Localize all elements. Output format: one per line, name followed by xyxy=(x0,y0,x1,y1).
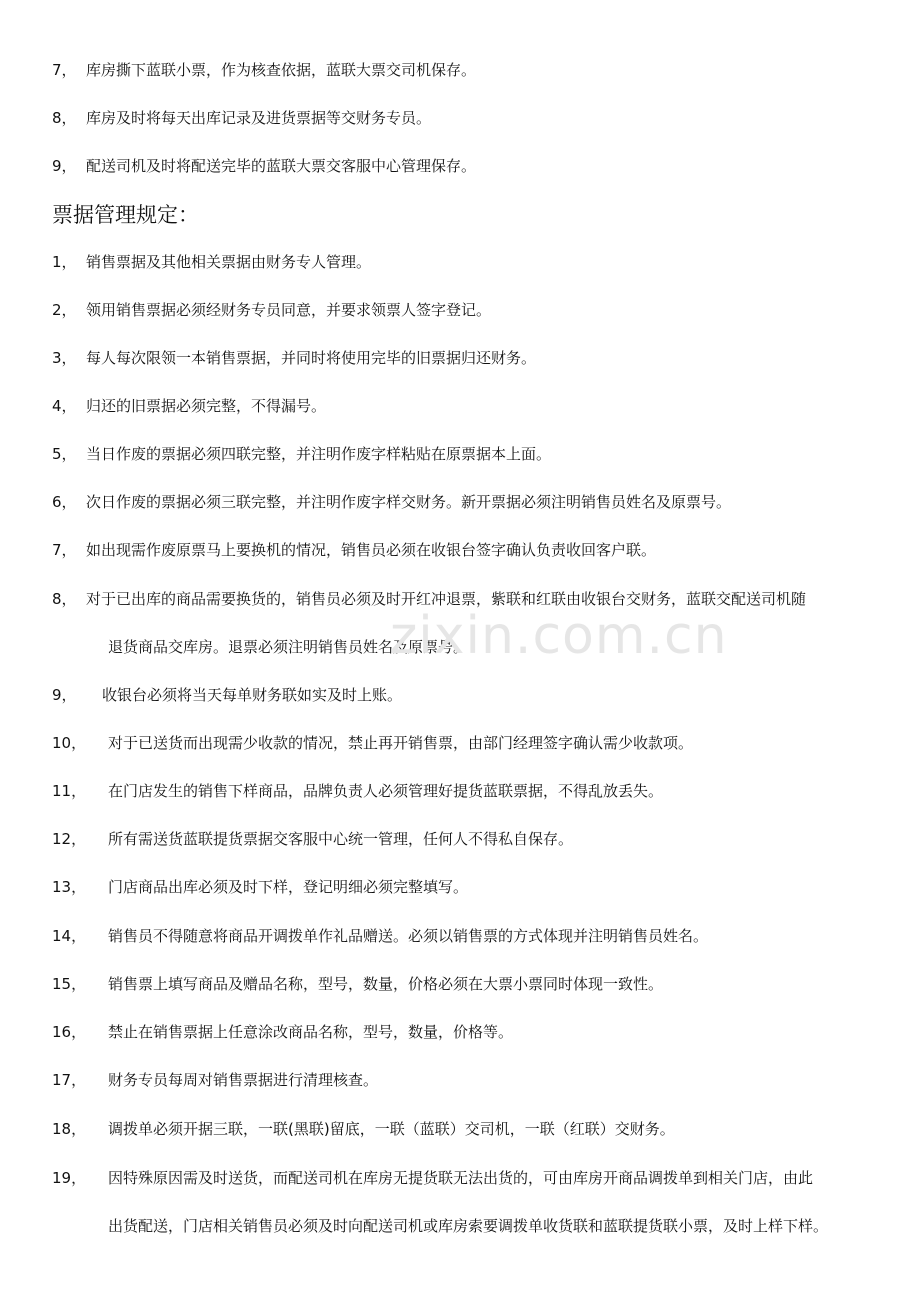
item-text: 对于已出库的商品需要换货的，销售员必须及时开红冲退票，紫联和红联由收银台交财务，蓝联交配送司机随 xyxy=(86,590,807,608)
item-text: 财务专员每周对销售票据进行清理核查。 xyxy=(108,1071,379,1089)
item-number: 9， xyxy=(52,686,77,704)
item-text: 如出现需作废原票马上要换机的情况，销售员必须在收银台签字确认负责收回客户联。 xyxy=(86,541,657,559)
item-number: 13， xyxy=(52,878,87,896)
item-number: 15， xyxy=(52,975,87,993)
item-number: 14， xyxy=(52,927,87,945)
item-text: 库房撕下蓝联小票，作为核查依据，蓝联大票交司机保存。 xyxy=(86,61,477,79)
item-number: 19， xyxy=(52,1169,87,1187)
item-number: 1， xyxy=(52,253,77,271)
item-text: 销售员不得随意将商品开调拨单作礼品赠送。必须以销售票的方式体现并注明销售员姓名。 xyxy=(108,927,709,945)
item-text: 所有需送货蓝联提货票据交客服中心统一管理，任何人不得私自保存。 xyxy=(108,830,574,848)
item-number: 17， xyxy=(52,1071,87,1089)
item-text: 归还的旧票据必须完整，不得漏号。 xyxy=(86,397,327,415)
item-number: 12， xyxy=(52,830,87,848)
item-text: 库房及时将每天出库记录及进货票据等交财务专员。 xyxy=(86,109,432,127)
item-number: 11， xyxy=(52,782,87,800)
item-number: 7， xyxy=(52,541,77,559)
item-text: 销售票上填写商品及赠品名称，型号，数量，价格必须在大票小票同时体现一致性。 xyxy=(108,975,664,993)
item-number: 16， xyxy=(52,1023,87,1041)
item-number: 8， xyxy=(52,590,77,608)
item-number: 7， xyxy=(52,61,77,79)
item-text: 当日作废的票据必须四联完整，并注明作废字样粘贴在原票据本上面。 xyxy=(86,445,552,463)
item-number: 5， xyxy=(52,445,77,463)
item-number: 2， xyxy=(52,301,77,319)
item-number: 3， xyxy=(52,349,77,367)
item-text: 调拨单必须开据三联，一联(黑联)留底，一联（蓝联）交司机，一联（红联）交财务。 xyxy=(108,1120,675,1138)
item-text: 对于已送货而出现需少收款的情况，禁止再开销售票，由部门经理签字确认需少收款项。 xyxy=(108,734,694,752)
item-number: 10， xyxy=(52,734,87,752)
item-text: 次日作废的票据必须三联完整，并注明作废字样交财务。新开票据必须注明销售员姓名及原票号。 xyxy=(86,493,732,511)
item-number: 18， xyxy=(52,1120,87,1138)
item-number: 9， xyxy=(52,157,77,175)
item-text: 因特殊原因需及时送货，而配送司机在库房无提货联无法出货的，可由库房开商品调拨单到相关门店，由此 xyxy=(108,1169,814,1187)
item-text: 门店商品出库必须及时下样，登记明细必须完整填写。 xyxy=(108,878,469,896)
watermark: zixin.com.cn xyxy=(390,606,728,666)
item-number: 6， xyxy=(52,493,77,511)
item-number: 4， xyxy=(52,397,77,415)
item-text: 收银台必须将当天每单财务联如实及时上账。 xyxy=(102,686,403,704)
item-text-continuation: 退货商品交库房。退票必须注明销售员姓名及原票号。 xyxy=(108,638,469,656)
item-number: 8， xyxy=(52,109,77,127)
item-text: 在门店发生的销售下样商品，品牌负责人必须管理好提货蓝联票据，不得乱放丢失。 xyxy=(108,782,664,800)
item-text: 销售票据及其他相关票据由财务专人管理。 xyxy=(86,253,372,271)
item-text-continuation: 出货配送，门店相关销售员必须及时向配送司机或库房索要调拨单收货联和蓝联提货联小票，及时上样下样。 xyxy=(108,1217,829,1235)
item-text: 每人每次限领一本销售票据，并同时将使用完毕的旧票据归还财务。 xyxy=(86,349,537,367)
section-title: 票据管理规定： xyxy=(52,203,199,227)
item-text: 禁止在销售票据上任意涂改商品名称，型号，数量，价格等。 xyxy=(108,1023,514,1041)
item-text: 领用销售票据必须经财务专员同意，并要求领票人签字登记。 xyxy=(86,301,492,319)
item-text: 配送司机及时将配送完毕的蓝联大票交客服中心管理保存。 xyxy=(86,157,477,175)
